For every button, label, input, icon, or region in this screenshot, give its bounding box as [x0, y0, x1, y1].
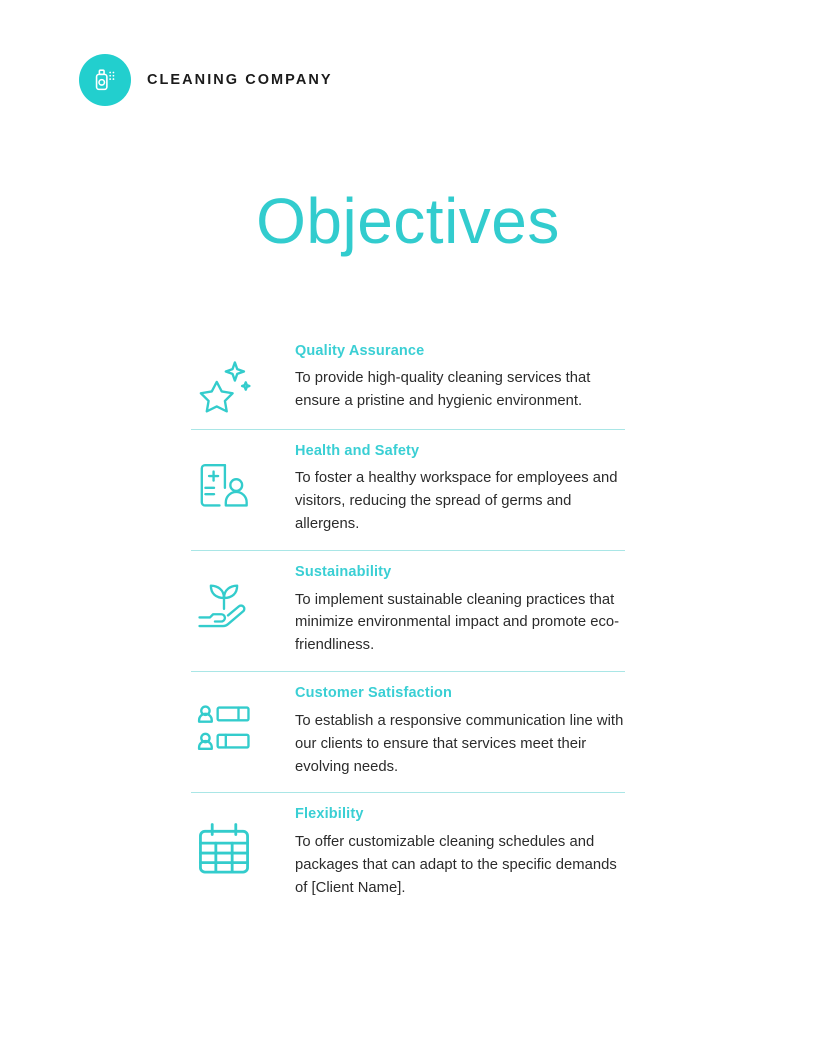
objective-title: Health and Safety — [295, 443, 420, 459]
objective-title: Customer Satisfaction — [295, 685, 453, 702]
objective-body — [257, 806, 625, 899]
sparkle-star-icon — [191, 343, 257, 415]
objective-item — [191, 671, 625, 792]
objective-body — [257, 443, 625, 536]
objectives-list — [191, 330, 625, 914]
brand-name: CLEANING COMPANY — [147, 71, 333, 88]
page-title: Objectives — [256, 185, 560, 257]
spray-bottle-icon — [90, 65, 120, 95]
hand-sprout-icon — [191, 564, 257, 636]
objective-item — [191, 550, 625, 671]
objective-body — [257, 685, 625, 778]
objective-item — [191, 792, 625, 913]
brand-header — [79, 54, 333, 106]
objective-body — [257, 564, 625, 657]
objective-description: To establish a responsive communication line with our clients to ensure that services meet their evolving needs. — [295, 712, 624, 775]
objective-title: Sustainability — [295, 564, 392, 581]
objective-description: To offer customizable cleaning schedules and packages that can adapt to the specific demands of [Client Name]. — [295, 833, 617, 896]
objective-description: To foster a healthy workspace for employees and visitors, reducing the spread of germs and allergens. — [295, 470, 618, 533]
users-rating-bars-icon — [191, 685, 257, 757]
objective-item — [191, 429, 625, 550]
objective-title: Quality Assurance — [295, 343, 425, 359]
objective-description: To provide high-quality cleaning services that ensure a pristine and hygienic environment. — [295, 370, 591, 410]
brand-logo — [79, 54, 131, 106]
objective-title: Flexibility — [295, 806, 364, 823]
calendar-icon — [191, 806, 257, 878]
objective-item — [191, 330, 625, 429]
objective-description: To implement sustainable cleaning practices that minimize environmental impact and promote eco-friendliness. — [295, 591, 620, 654]
objective-body — [257, 343, 625, 413]
medical-clipboard-person-icon — [191, 443, 257, 515]
